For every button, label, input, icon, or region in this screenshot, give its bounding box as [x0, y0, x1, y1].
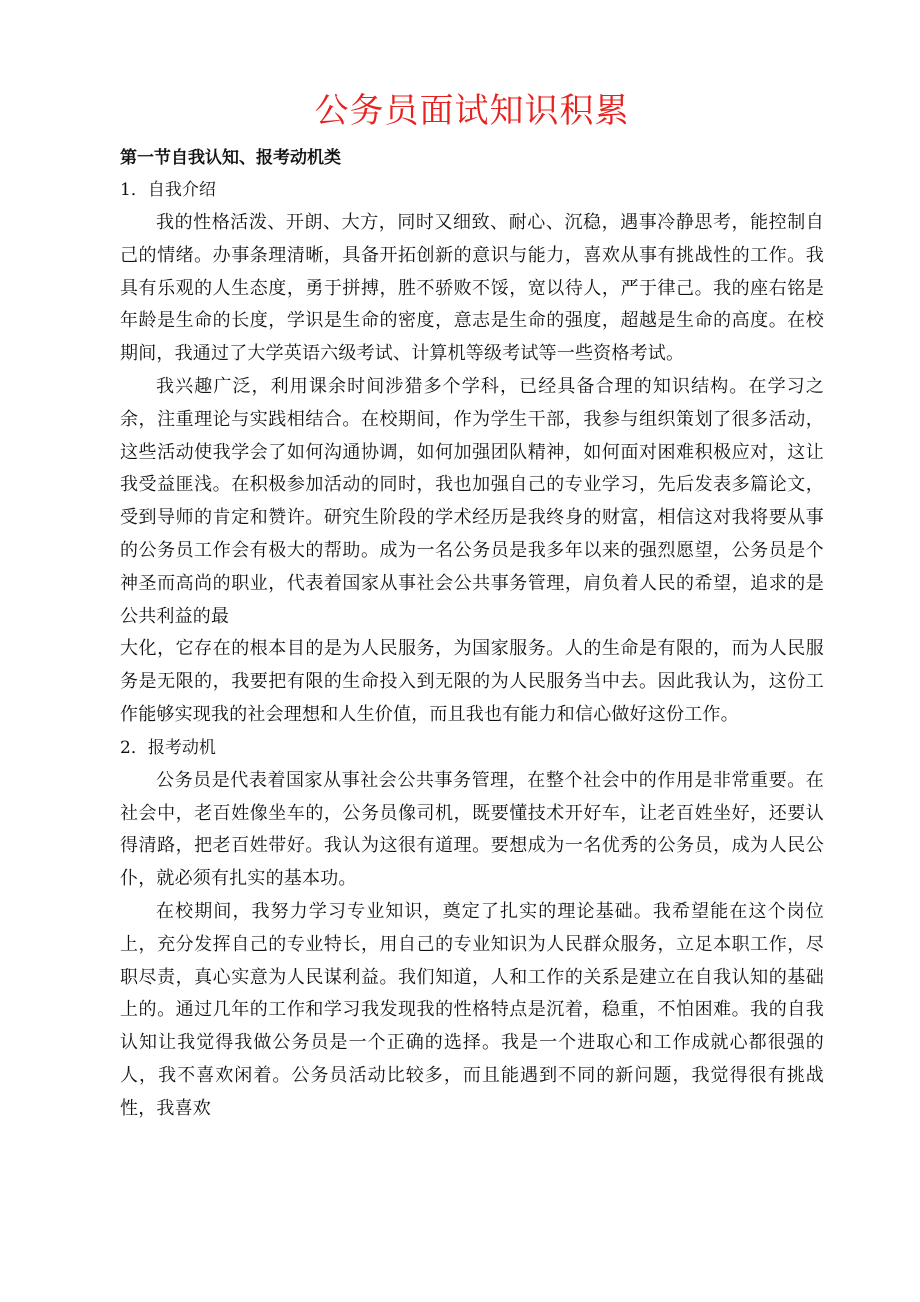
document-title: 公务员面试知识积累	[314, 91, 630, 131]
paragraph: 我兴趣广泛，利用课余时间涉猎多个学科，已经具备合理的知识结构。在学习之余，注重理论与实践相结合。在校期间，作为学生干部，我参与组织策划了很多活动，这些活动使我学会了如何沟通协调，如何加强团队精神，如何面对困难积极应对，这让我受益匪浅。在积极参加活动的同时，我也加强自己的专业学习，先后发表多篇论文，受到导师的肯定和赞许。研究生阶段的学术经历是我终身的财富，相信这对我将要从事的公务员工作会有极大的帮助。成为一名公务员是我多年以来的强烈愿望，公务员是个神圣而高尚的职业，代表着国家从事社会公共事务管理，肩负着人民的希望，追求的是公共利益的最	[120, 375, 824, 627]
paragraph: 大化，它存在的根本目的是为人民服务，为国家服务。人的生命是有限的，而为人民服务是无限的，我要把有限的生命投入到无限的为人民服务当中去。因此我认为，这份工作能够实现我的社会理想和人生价值，而且我也有能力和信心做好这份工作。	[120, 638, 824, 725]
item-heading-self-intro: 1．自我介绍	[120, 180, 216, 200]
paragraph: 在校期间，我努力学习专业知识，奠定了扎实的理论基础。我希望能在这个岗位上，充分发挥自己的专业特长，用自己的专业知识为人民群众服务，立足本职工作，尽职尽责，真心实意为人民谋利益。我们知道，人和工作的关系是建立在自我认知的基础上的。通过几年的工作和学习我发现我的性格特点是沉着，稳重，不怕困难。我的自我认知让我觉得我做公务员是一个正确的选择。我是一个进取心和工作成就心都很强的人，我不喜欢闲着。公务员活动比较多，而且能遇到不同的新问题，我觉得很有挑战性，我喜欢	[120, 900, 824, 1119]
section-heading: 第一节自我认知、报考动机类	[120, 148, 341, 168]
item-heading-motivation: 2．报考动机	[120, 737, 216, 758]
paragraph: 我的性格活泼、开朗、大方，同时又细致、耐心、沉稳，遇事冷静思考，能控制自己的情绪。办事条理清晰，具备开拓创新的意识与能力，喜欢从事有挑战性的工作。我具有乐观的人生态度，勇于拼搏，胜不骄败不馁，宽以待人，严于律己。我的座右铭是年龄是生命的长度，学识是生命的密度，意志是生命的强度，超越是生命的高度。在校期间，我通过了大学英语六级考试、计算机等级考试等一些资格考试。	[120, 212, 824, 365]
paragraph: 公务员是代表着国家从事社会公共事务管理，在整个社会中的作用是非常重要。在社会中，老百姓像坐车的，公务员像司机，既要懂技术开好车，让老百姓坐好，还要认得清路，把老百姓带好。我认为这很有道理。要想成为一名优秀的公务员，成为人民公仆，就必须有扎实的基本功。	[120, 769, 824, 890]
